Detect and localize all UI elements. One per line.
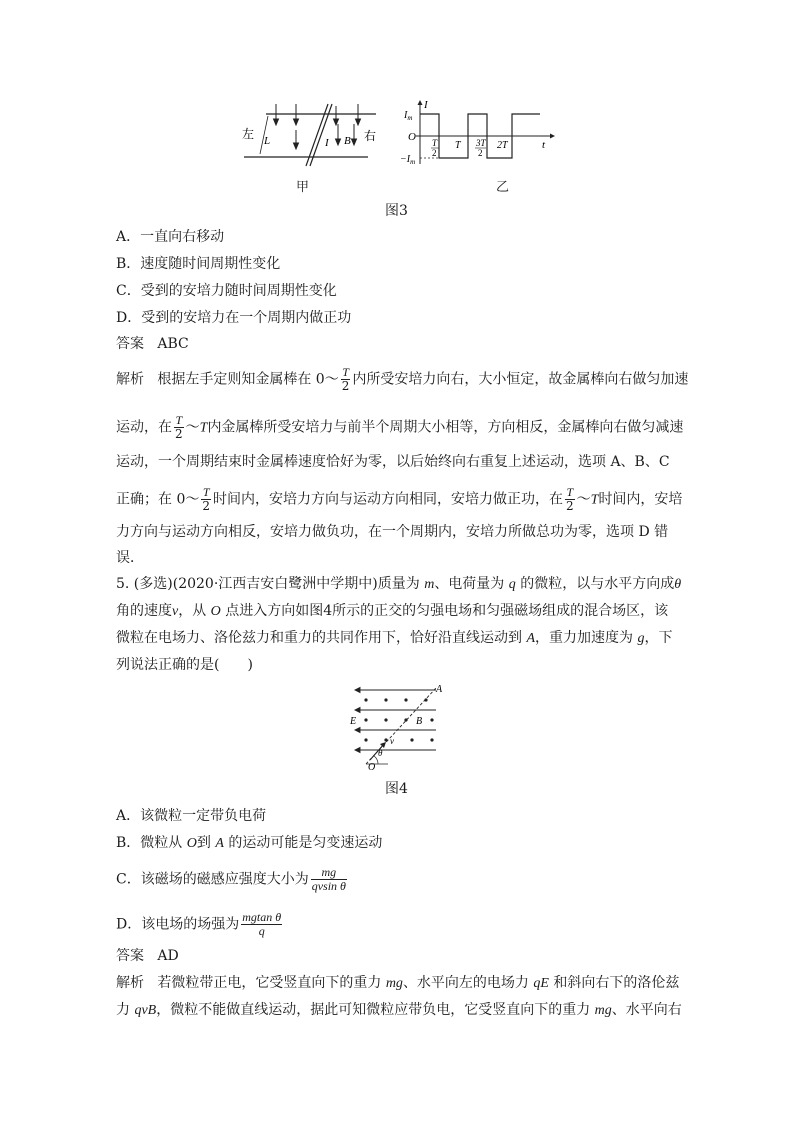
stem-text: 点进入方向如图4所示的正交的匀强电场和匀强磁场组成的混合场区，该	[220, 603, 669, 619]
q4-answer	[116, 334, 189, 354]
figure3-yi-graph	[400, 98, 560, 168]
figure4-caption: 图4	[385, 781, 408, 797]
label-E: E	[350, 716, 357, 727]
figure3-jia-label: 甲	[296, 180, 310, 195]
q4-option-a: A．一直向右移动	[116, 229, 225, 245]
I-label: I	[325, 137, 329, 149]
L-label: L	[264, 135, 271, 147]
label-v: v	[390, 736, 394, 746]
var-O: O	[186, 836, 197, 851]
neg-Im-label: $-I_m$	[400, 154, 416, 166]
q5-stem-line-1	[116, 574, 681, 595]
figure3-jia-diagram	[238, 100, 378, 175]
answer-label: 答案	[116, 948, 144, 964]
analysis-text: 内所受安培力向右，大小恒定，故金属棒向右做匀加速	[352, 371, 689, 388]
q5-analysis-line-1	[116, 973, 679, 994]
option-text: C．该磁场的磁感应强度大小为	[116, 871, 309, 888]
q5-stem-line-2	[116, 601, 668, 622]
var-theta: θ	[674, 577, 682, 592]
analysis-T: T	[199, 420, 208, 436]
tick-2T: 2T	[497, 140, 508, 151]
fraction-T-over-2: $\frac{T}{2}$	[175, 413, 183, 441]
q5-stem-line-4: 列说法正确的是( )	[116, 657, 253, 673]
fraction-T-over-2: $\frac{T}{2}$	[202, 485, 210, 513]
q4-analysis-line-5: 力方向与运动方向相反，安培力做负功，在一个周期内，安培力所做总功为零，选项 D 错	[116, 524, 669, 540]
tick-half-T-num: T	[432, 138, 438, 148]
figure3-yi-label: 乙	[496, 180, 510, 195]
stem-text: ，重力加速度为	[535, 630, 638, 646]
var-mg: mg	[385, 976, 403, 991]
q5-analysis-line-2	[116, 1000, 682, 1021]
q5-answer	[116, 946, 179, 966]
tick-T: T	[455, 140, 461, 151]
q5-option-a: A．该微粒一定带负电荷	[116, 808, 267, 824]
analysis-text: 根据左手定则知金属棒在 0～	[157, 371, 339, 388]
analysis-text: ～	[576, 491, 591, 508]
right-label: 右	[364, 129, 377, 143]
option-text: 的运动可能是匀变速运动	[223, 835, 383, 851]
q5-option-c	[116, 866, 349, 893]
q5-stem-line-3	[116, 628, 672, 649]
label-A: A	[436, 684, 443, 695]
analysis-text: 力	[116, 1002, 135, 1018]
q4-option-d: D．受到的安培力在一个周期内做正功	[116, 310, 352, 326]
stem-text: 角的速度	[116, 603, 172, 619]
i-axis-arrow	[418, 100, 423, 105]
left-label: 左	[242, 127, 255, 141]
var-mg: mg	[594, 1003, 612, 1018]
q4-option-b: B．速度随时间周期性变化	[116, 256, 281, 272]
analysis-text: ，微粒不能做直线运动，据此可知微粒应带负电，它受竖直向下的重力	[156, 1002, 595, 1018]
analysis-text: 和斜向右下的洛伦兹	[548, 975, 680, 991]
var-qvB: qvB	[134, 1003, 157, 1018]
fraction-T-over-2: $\frac{T}{2}$	[566, 485, 574, 513]
analysis-text: 正确；在 0～	[116, 491, 200, 508]
var-A: A	[526, 631, 536, 646]
option-text: 到	[196, 835, 216, 851]
stem-text: 微粒在电场力、洛伦兹力和重力的共同作用下，恰好沿直线运动到	[116, 630, 527, 646]
answer-value: ABC	[157, 336, 189, 352]
origin-label: O	[408, 131, 416, 143]
t-axis-label: t	[542, 139, 546, 151]
stem-text: ，从	[178, 603, 211, 619]
var-m: m	[424, 577, 435, 592]
q4-analysis-line-1	[116, 366, 688, 393]
analysis-text: 、水平向右	[611, 1002, 682, 1018]
analysis-label: 解析	[116, 975, 144, 991]
analysis-text: 时间内，安培力方向与运动方向相同，安培力做正功，在	[213, 491, 563, 508]
fraction-B-expression: $\frac{mg}{\text{qvsin θ}}$	[311, 865, 346, 893]
analysis-text: 时间内，安培	[598, 491, 683, 508]
i-axis-label: I	[424, 99, 428, 111]
analysis-text: 、水平向左的电场力	[402, 975, 534, 991]
answer-value: AD	[157, 948, 179, 964]
figure4-diagram	[344, 682, 450, 772]
fraction-T-over-2: $\frac{T}{2}$	[341, 365, 350, 393]
tick-3half-T-num: 3T	[476, 138, 486, 148]
var-g: g	[637, 631, 645, 646]
analysis-text: 若微粒带正电，它受竖直向下的重力	[157, 975, 386, 991]
magnetic-field-dots	[364, 698, 433, 741]
label-B: B	[416, 716, 423, 727]
q4-analysis-line-2	[116, 414, 683, 441]
q5-option-d	[116, 911, 284, 938]
analysis-label: 解析	[116, 371, 144, 388]
q5-option-b	[116, 833, 382, 854]
fraction-E-expression: $\frac{\text{mgtan θ}}{q}$	[242, 910, 282, 938]
stem-text: 的微粒，以与水平方向成	[515, 576, 675, 592]
option-text: D．该电场的场强为	[116, 916, 240, 933]
analysis-text: ～	[185, 419, 200, 436]
var-A: A	[215, 836, 224, 851]
q4-analysis-line-3: 运动，一个周期结束时金属棒速度恰好为零，以后始终向右重复上述运动，选项 A、B、C	[116, 454, 670, 470]
q4-option-c: C．受到的安培力随时间周期性变化	[116, 283, 337, 299]
option-text: B．微粒从	[116, 835, 187, 851]
analysis-T: T	[590, 492, 599, 508]
Im-label: $I_m$	[404, 110, 413, 122]
t-axis-arrow	[550, 134, 555, 139]
B-label: B	[344, 135, 351, 147]
stem-text: ，下	[644, 630, 673, 646]
analysis-text: 内金属棒所受安培力与前半个周期大小相等，方向相反，金属棒向右做匀减速	[207, 419, 684, 436]
answer-label: 答案	[116, 336, 144, 352]
var-qE: qE	[533, 976, 549, 991]
tick-3half-T-den: 2	[478, 148, 483, 158]
label-O: O	[368, 762, 376, 772]
var-v: v	[172, 604, 179, 619]
var-O: O	[210, 604, 221, 619]
analysis-text: 运动，在	[116, 419, 172, 436]
figure3-caption: 图3	[385, 203, 408, 219]
q4-analysis-line-4	[116, 486, 682, 513]
tick-half-T-den: 2	[432, 148, 437, 158]
label-theta: θ	[378, 748, 383, 758]
var-q: q	[508, 577, 516, 592]
stem-text: 、电荷量为	[434, 576, 509, 592]
q4-analysis-line-6: 误．	[116, 550, 144, 566]
stem-text: 5. (多选)(2020·江西吉安白鹭洲中学期中)质量为	[116, 576, 425, 592]
